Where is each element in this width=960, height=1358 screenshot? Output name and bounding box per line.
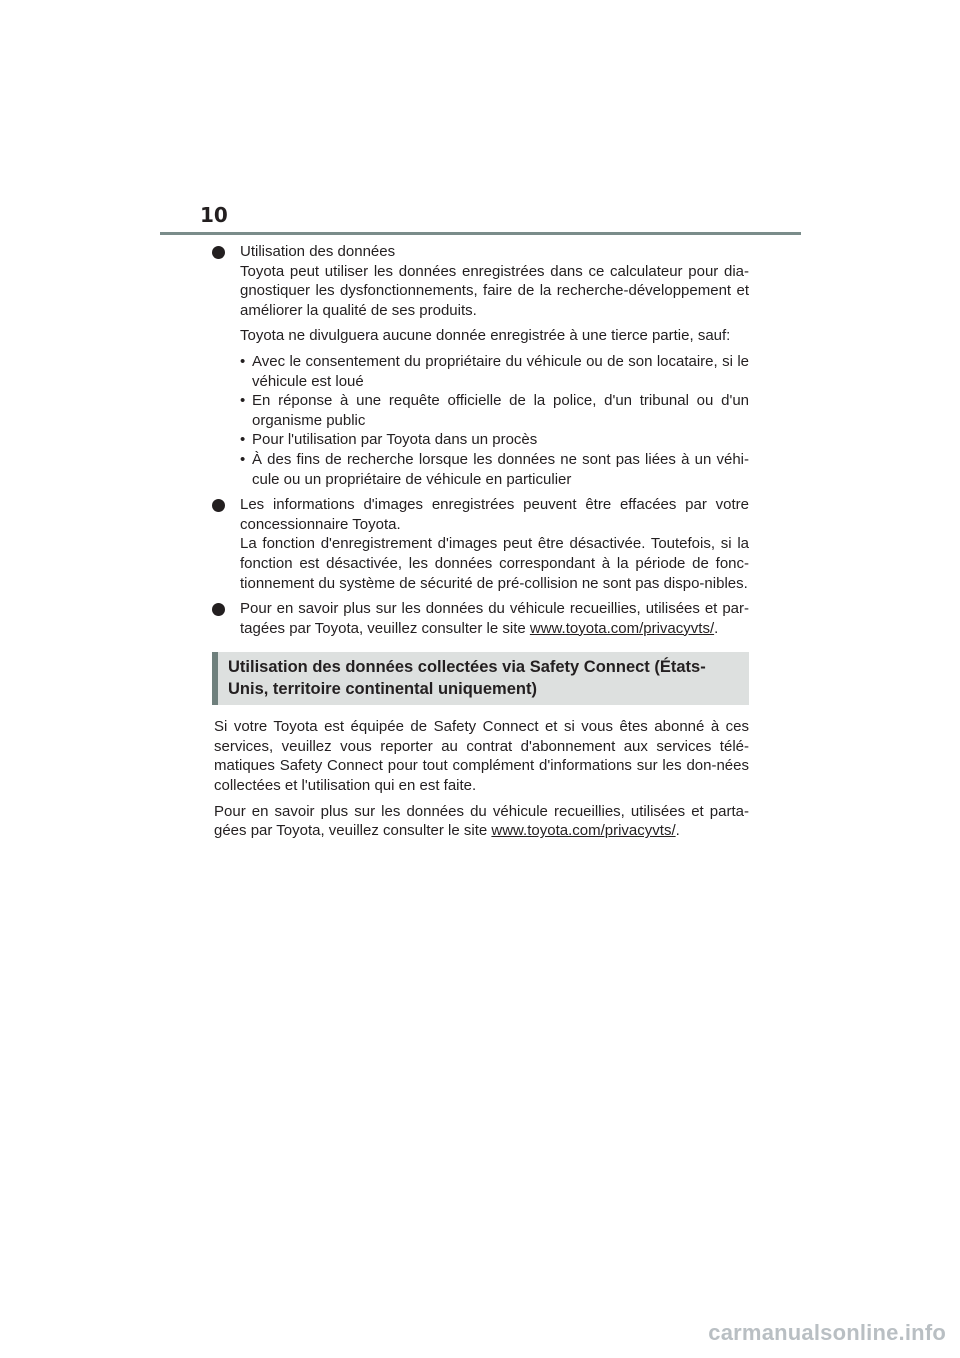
bullet-item-privacy-link [212,599,749,638]
page-content [212,242,749,847]
privacy-link[interactable]: www.toyota.com/privacyvts/ [529,619,715,637]
bullet-heading: Utilisation des données [240,243,396,260]
sub-list-item: • Avec le consentement du propriétaire du véhicule ou de son locataire, si le véhicule est loué [240,352,749,390]
bullet-paragraph: Toyota ne divulguera aucune donnée enregistrée à une tierce partie, sauf: [240,327,731,345]
bullet-paragraph: Toyota peut utiliser les données enregistrées dans ce calculateur pour dia-gnostiquer les dysfonctionnements, faire de la recherche-développement et améliorer la qualité de ses produits. [240,262,749,319]
bullet-dot-icon [212,603,225,616]
bullet-heading: Les informations d'images enregistrées peuvent être effacées par votre concessionnaire Toyota. [240,496,749,533]
bullet-paragraph: La fonction d'enregistrement d'images peut être désactivée. Toutefois, si la fonction est désactivée, les données correspondant à la période de fonc-tionnement du système de sécurité de pré-collision ne sont pas dispo-nibles. [240,535,749,592]
sub-bullet-icon: • [240,352,246,370]
bullet-dot-icon [212,499,225,512]
header-rule [160,232,801,235]
watermark-logo: carmanualsonline.info [708,1320,946,1345]
sub-list-item: • Pour l'utilisation par Toyota dans un procès [240,431,538,449]
sub-list-item: • En réponse à une requête officielle de la police, d'un tribunal ou d'un organisme public [240,392,749,429]
sub-list-item: • À des fins de recherche lorsque les données ne sont pas liées à un véhi-cule ou un propriétaire de véhicule en particulier [240,450,749,488]
bullet-paragraph: Pour en savoir plus sur les données du véhicule recueillies, utilisées et par-tagées par Toyota, veuillez consulter le site www.toyota.com/privacyvts/. [240,600,749,637]
sub-bullet-icon: • [240,392,246,410]
section-paragraph: Si votre Toyota est équipée de Safety Connect et si vous êtes abonné à ces services, veuillez vous reporter au contrat d'abonnement aux services télé-matiques Safety Connect pour tout complément d'informations sur les don-nées collectées et l'utilisation qui en est faite. [214,718,749,795]
sub-bullet-icon: • [240,431,246,449]
sub-list [240,352,749,489]
bullet-item-data-usage [212,242,749,489]
sub-bullet-icon: • [240,450,246,468]
section-heading: Utilisation des données collectées via Safety Connect (États-Unis, territoire continental uniquement) [212,652,749,705]
privacy-link[interactable]: www.toyota.com/privacyvts/ [491,822,676,840]
bullet-item-image-data [212,495,749,593]
bullet-dot-icon [212,246,225,259]
section-paragraph: Pour en savoir plus sur les données du véhicule recueillies, utilisées et parta-gées par Toyota, veuillez consulter le site www.toyota.com/privacyvts/. [214,802,749,840]
page-number: 10 [200,203,228,227]
